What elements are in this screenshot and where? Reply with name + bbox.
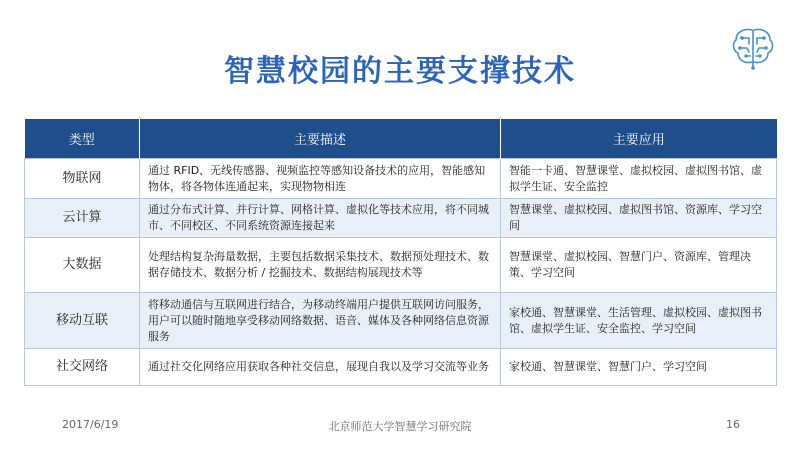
tech-table xyxy=(24,119,777,386)
cell-type: 云计算 xyxy=(25,199,140,238)
cell-type: 大数据 xyxy=(25,238,140,293)
cell-description: 通过 RFID、无线传感器、视频监控等感知设备技术的应用，智能感知物体，将各物体连通起来，实现物物相连 xyxy=(140,159,501,199)
cell-applications: 家校通、智慧课堂、智慧门户、学习空间 xyxy=(501,349,777,386)
cell-applications: 智慧课堂、虚拟校园、虚拟图书馆、资源库、学习空间 xyxy=(501,199,777,238)
footer-organization: 北京师范大学智慧学习研究院 xyxy=(328,420,472,433)
cell-type: 移动互联 xyxy=(25,293,140,349)
table-header-row xyxy=(25,119,777,159)
table-row xyxy=(25,293,777,349)
footer-date: 2017/6/19 xyxy=(62,418,119,431)
table-row xyxy=(25,349,777,386)
cell-type: 社交网络 xyxy=(25,349,140,386)
table-row xyxy=(25,199,777,238)
header-description: 主要描述 xyxy=(140,119,501,159)
table-row xyxy=(25,159,777,199)
cell-type: 物联网 xyxy=(25,159,140,199)
header-applications: 主要应用 xyxy=(501,119,777,159)
page-number: 16 xyxy=(726,418,740,431)
brain-circuit-icon xyxy=(728,22,778,72)
slide-title: 智慧校园的主要支撑技术 xyxy=(224,54,576,89)
cell-applications: 智慧课堂、虚拟校园、智慧门户、资源库、管理决策、学习空间 xyxy=(501,238,777,293)
cell-applications: 智能一卡通、智慧课堂、虚拟校园、虚拟图书馆、虚拟学生证、安全监控 xyxy=(501,159,777,199)
cell-description: 通过社交化网络应用获取各种社交信息，展现自我以及学习交流等业务 xyxy=(140,349,501,386)
header-type: 类型 xyxy=(25,119,140,159)
cell-description: 处理结构复杂海量数据，主要包括数据采集技术、数据预处理技术、数据存储技术、数据分析 / 挖掘技术、数据结构展现技术等 xyxy=(140,238,501,293)
cell-applications: 家校通、智慧课堂、生活管理、虚拟校园、虚拟图书馆、虚拟学生证、安全监控、学习空间 xyxy=(501,293,777,349)
cell-description: 将移动通信与互联网进行结合，为移动终端用户提供互联网访问服务，用户可以随时随地享受移动网络数据、语音、媒体及各种网络信息资源服务 xyxy=(140,293,501,349)
cell-description: 通过分布式计算、并行计算、网格计算、虚拟化等技术应用，将不同城市、不同校区、不同系统资源连接起来 xyxy=(140,199,501,238)
table-row xyxy=(25,238,777,293)
